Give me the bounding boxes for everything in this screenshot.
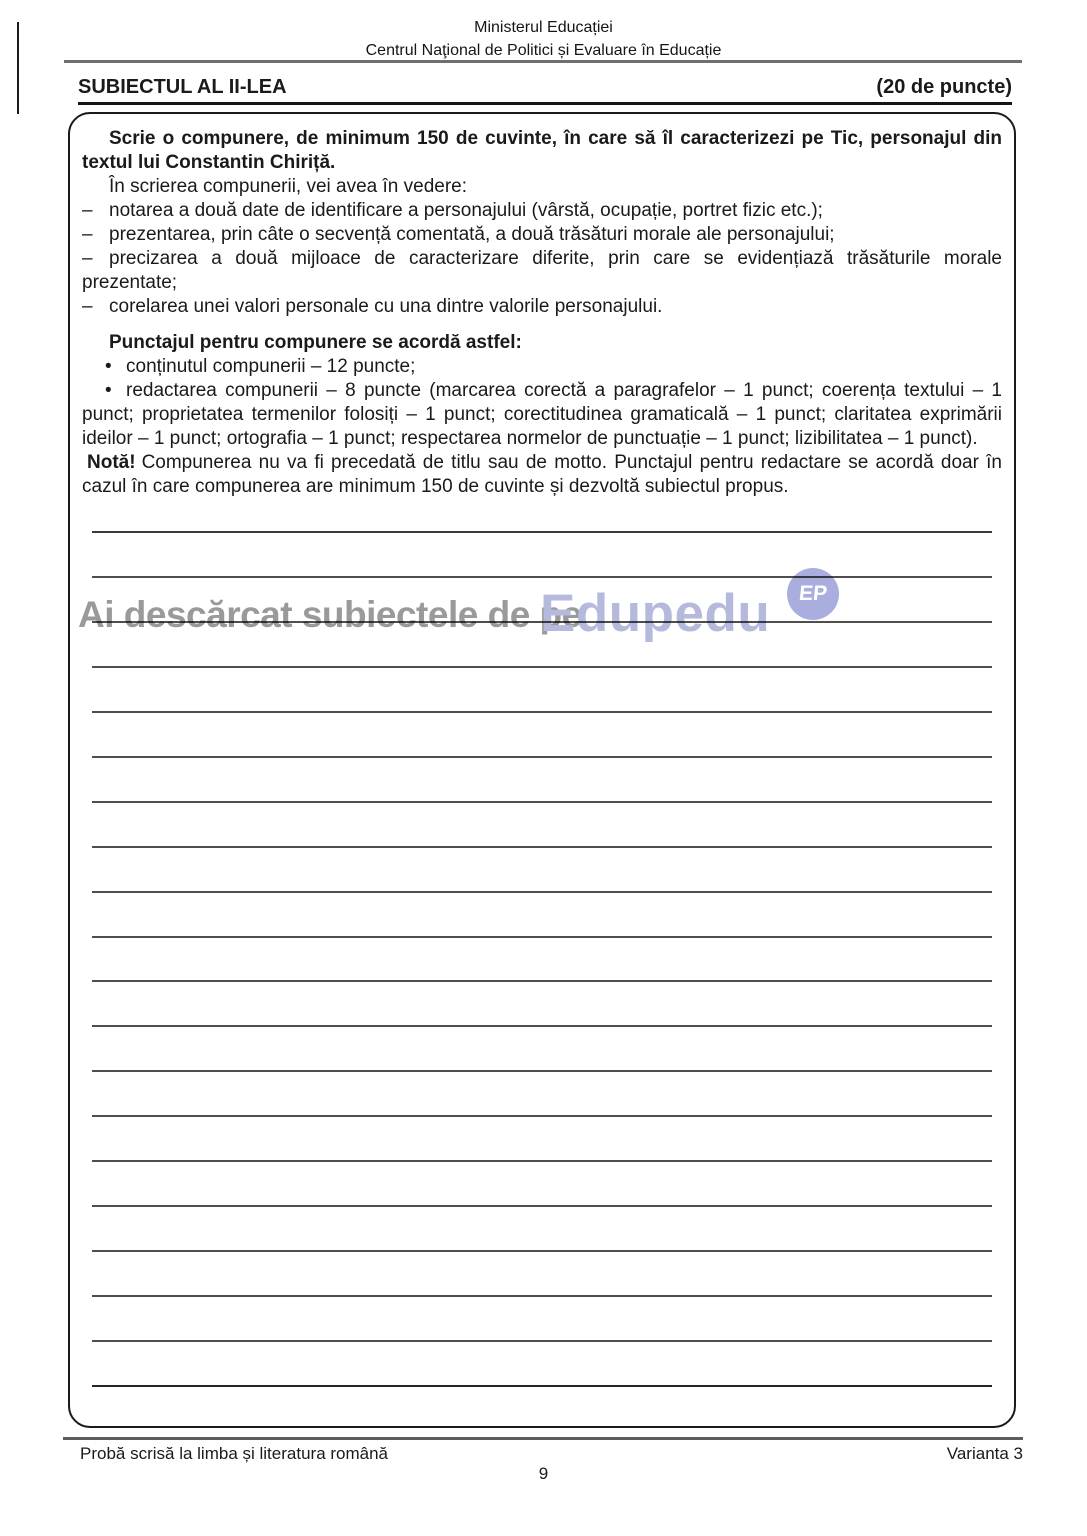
- writing-line: [92, 1250, 992, 1252]
- scoring-text: conținutul compunerii – 12 puncte;: [126, 356, 416, 377]
- writing-line: [92, 1070, 992, 1072]
- dash-marker: –: [82, 296, 93, 317]
- dash-marker: –: [82, 200, 93, 221]
- writing-line: [92, 576, 992, 578]
- writing-line: [92, 801, 992, 803]
- footer-right: Varianta 3: [946, 1444, 1023, 1463]
- bullet-marker: •: [105, 356, 112, 377]
- writing-line: [92, 1385, 992, 1387]
- guideline-item: [82, 223, 1002, 247]
- ministry-name: Ministerul Educației: [474, 19, 613, 36]
- section-title: SUBIECTUL AL II-LEA: [78, 76, 287, 98]
- logo-initials: EP: [797, 582, 829, 605]
- scoring-item: [82, 379, 1002, 451]
- scoring-item: [82, 355, 1002, 379]
- writing-line: [92, 1340, 992, 1342]
- writing-line: [92, 846, 992, 848]
- writing-line: [92, 1115, 992, 1117]
- writing-line: [92, 936, 992, 938]
- writing-line: [92, 1205, 992, 1207]
- note-text: Compunerea nu va fi precedată de titlu sau de motto. Punctajul pentru redactare se acordă doar în cazul în care compunerea are minimum 150 de cuvinte și dezvoltă subiectul propus.: [82, 452, 1002, 497]
- writing-line: [92, 711, 992, 713]
- writing-line: [92, 1160, 992, 1162]
- footer-divider: [63, 1437, 1023, 1440]
- writing-line: [92, 621, 992, 623]
- center-name: Centrul Naţional de Politici și Evaluare în Educație: [365, 42, 722, 59]
- writing-line: [92, 666, 992, 668]
- section-points: (20 de puncte): [876, 76, 1012, 98]
- header-divider: [64, 60, 1022, 63]
- note-paragraph: [82, 451, 1002, 499]
- guideline-text: prezentarea, prin câte o secvență comentată, a două trăsături morale ale personajului;: [109, 224, 835, 245]
- writing-line: [92, 756, 992, 758]
- watermark-brand: Edupedu: [540, 584, 771, 643]
- writing-line: [92, 1295, 992, 1297]
- task-box: [68, 112, 1016, 1428]
- writing-line: [92, 1025, 992, 1027]
- dash-marker: –: [82, 248, 93, 269]
- scoring-text: redactarea compunerii – 8 puncte (marcarea corectă a paragrafelor – 1 punct; coerența textului – 1 punct; proprietatea termenilor folosiți – 1 punct; corectitudinea gramaticală – 1 punct; claritatea exprimării ideilor – 1 punct; ortografia – 1 punct; respectarea normelor de punctuație – 1 punct; lizibilitatea – 1 punct).: [82, 380, 1002, 449]
- dash-marker: –: [82, 224, 93, 245]
- guideline-item: [82, 247, 1002, 295]
- bullet-marker: •: [105, 380, 112, 401]
- guideline-text: precizarea a două mijloace de caracterizare diferite, prin care se evidențiază trăsăturile morale prezentate;: [82, 248, 1002, 293]
- document-header: [0, 16, 1087, 62]
- document-footer: [80, 1444, 1023, 1464]
- guidelines-heading: În scrierea compunerii, vei avea în vedere:: [109, 176, 468, 197]
- writing-line: [92, 531, 992, 533]
- writing-line: [92, 891, 992, 893]
- page-number: 9: [538, 1464, 549, 1483]
- section-heading: [78, 76, 1012, 105]
- footer-left: Probă scrisă la limba și literatura română: [80, 1444, 389, 1463]
- watermark-text: Ai descărcat subiectele de pe: [78, 594, 582, 635]
- note-label: Notă!: [87, 452, 136, 473]
- scoring-heading: Punctajul pentru compunere se acordă astfel:: [109, 332, 522, 353]
- guideline-text: notarea a două date de identificare a personajului (vârstă, ocupație, portret fizic etc.);: [109, 200, 823, 221]
- guideline-text: corelarea unei valori personale cu una dintre valorile personajului.: [109, 296, 663, 317]
- writing-line: [92, 980, 992, 982]
- guideline-item: [82, 295, 1002, 319]
- task-intro: Scrie o compunere, de minimum 150 de cuvinte, în care să îl caracterizezi pe Tic, personajul din textul lui Constantin Chiriță.: [82, 128, 1002, 173]
- guideline-item: [82, 199, 1002, 223]
